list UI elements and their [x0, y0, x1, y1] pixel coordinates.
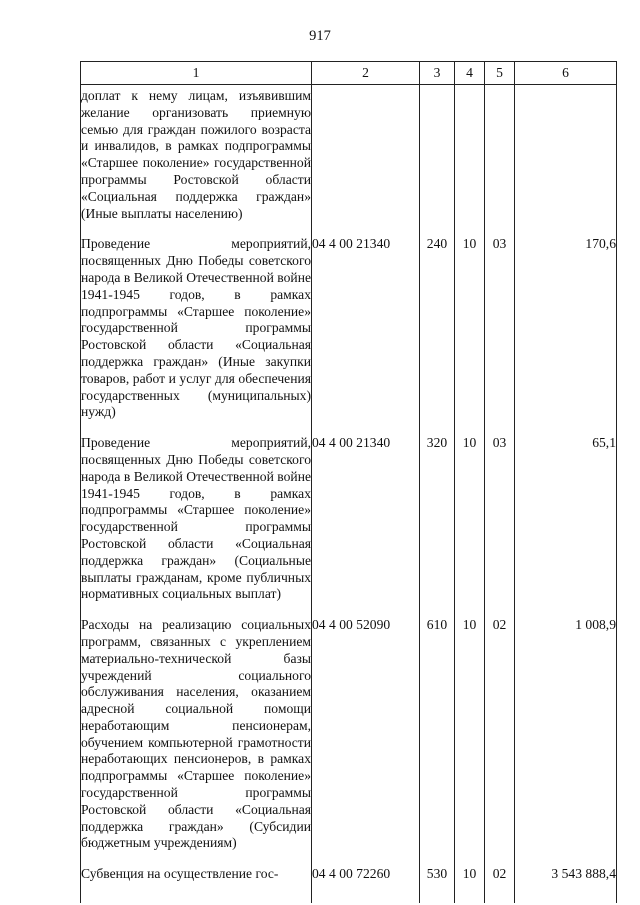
- row-subsection: 03: [485, 236, 515, 435]
- row-code: [312, 85, 420, 237]
- table-row: [81, 617, 617, 866]
- column-header-3: 3: [420, 62, 455, 85]
- column-header-2: 2: [312, 62, 420, 85]
- row-amount: 3 543 888,4: [515, 866, 617, 883]
- table-header-row: [81, 62, 617, 85]
- table-row-continuation: [81, 883, 617, 903]
- row-code: 04 4 00 72260: [312, 866, 420, 883]
- row-section: 10: [455, 617, 485, 866]
- row-section: 10: [455, 236, 485, 435]
- row-expense-type: 240: [420, 236, 455, 435]
- budget-table: [80, 61, 617, 903]
- table-row: [81, 866, 617, 883]
- row-subsection: 03: [485, 435, 515, 617]
- row-amount: 65,1: [515, 435, 617, 617]
- row-section: [455, 85, 485, 237]
- row-amount: 1 008,9: [515, 617, 617, 866]
- row-section: 10: [455, 866, 485, 883]
- row-code: 04 4 00 21340: [312, 435, 420, 617]
- table-row: [81, 85, 617, 237]
- row-code: 04 4 00 52090: [312, 617, 420, 866]
- row-subsection: 02: [485, 617, 515, 866]
- row-description: Проведение мероприятий, посвященных Дню Победы советского народа в Великой Отечественной войне 1941-1945 годов, в рамках подпрограммы «Старшее поколение» государственной программы Ростовской области «Социальная поддержка граждан» (Социальные выплаты гражданам, кроме публичных нормативных социальных выплат): [81, 435, 312, 617]
- table-row: [81, 236, 617, 435]
- row-amount: 170,6: [515, 236, 617, 435]
- column-header-5: 5: [485, 62, 515, 85]
- row-description: Субвенция на осуществление гос-: [81, 866, 312, 883]
- table-row: [81, 435, 617, 617]
- row-description: доплат к нему лицам, изъявившим желание организовать приемную семью для граждан пожилого возраста и инвалидов, в рамках подпрограммы «Старшее поколение» государственной программы Ростовской области «Социальная поддержка граждан» (Иные выплаты населению): [81, 85, 312, 237]
- row-section: 10: [455, 435, 485, 617]
- row-code: 04 4 00 21340: [312, 236, 420, 435]
- column-header-1: 1: [81, 62, 312, 85]
- row-expense-type: 610: [420, 617, 455, 866]
- column-header-4: 4: [455, 62, 485, 85]
- row-description: Расходы на реализацию социальных программ, связанных с укреплением материально-технической базы учреждений социального обслуживания населения, оказанием адресной социальной помощи неработающим пенсионерам, обучением компьютерной грамотности неработающих пенсионеров, в рамках подпрограммы «Старшее поколение» государственной программы Ростовской области «Социальная поддержка граждан» (Субсидии бюджетным учреждениям): [81, 617, 312, 866]
- page-number: 917: [309, 28, 331, 44]
- row-expense-type: 530: [420, 866, 455, 883]
- row-expense-type: 320: [420, 435, 455, 617]
- row-amount: [515, 85, 617, 237]
- column-header-6: 6: [515, 62, 617, 85]
- row-subsection: [485, 85, 515, 237]
- row-expense-type: [420, 85, 455, 237]
- row-subsection: 02: [485, 866, 515, 883]
- row-description: Проведение мероприятий, посвященных Дню Победы советского народа в Великой Отечественной войне 1941-1945 годов, в рамках подпрограммы «Старшее поколение» государственной программы Ростовской области «Социальная поддержка граждан» (Иные закупки товаров, работ и услуг для обеспечения государственных (муниципальных) нужд): [81, 236, 312, 435]
